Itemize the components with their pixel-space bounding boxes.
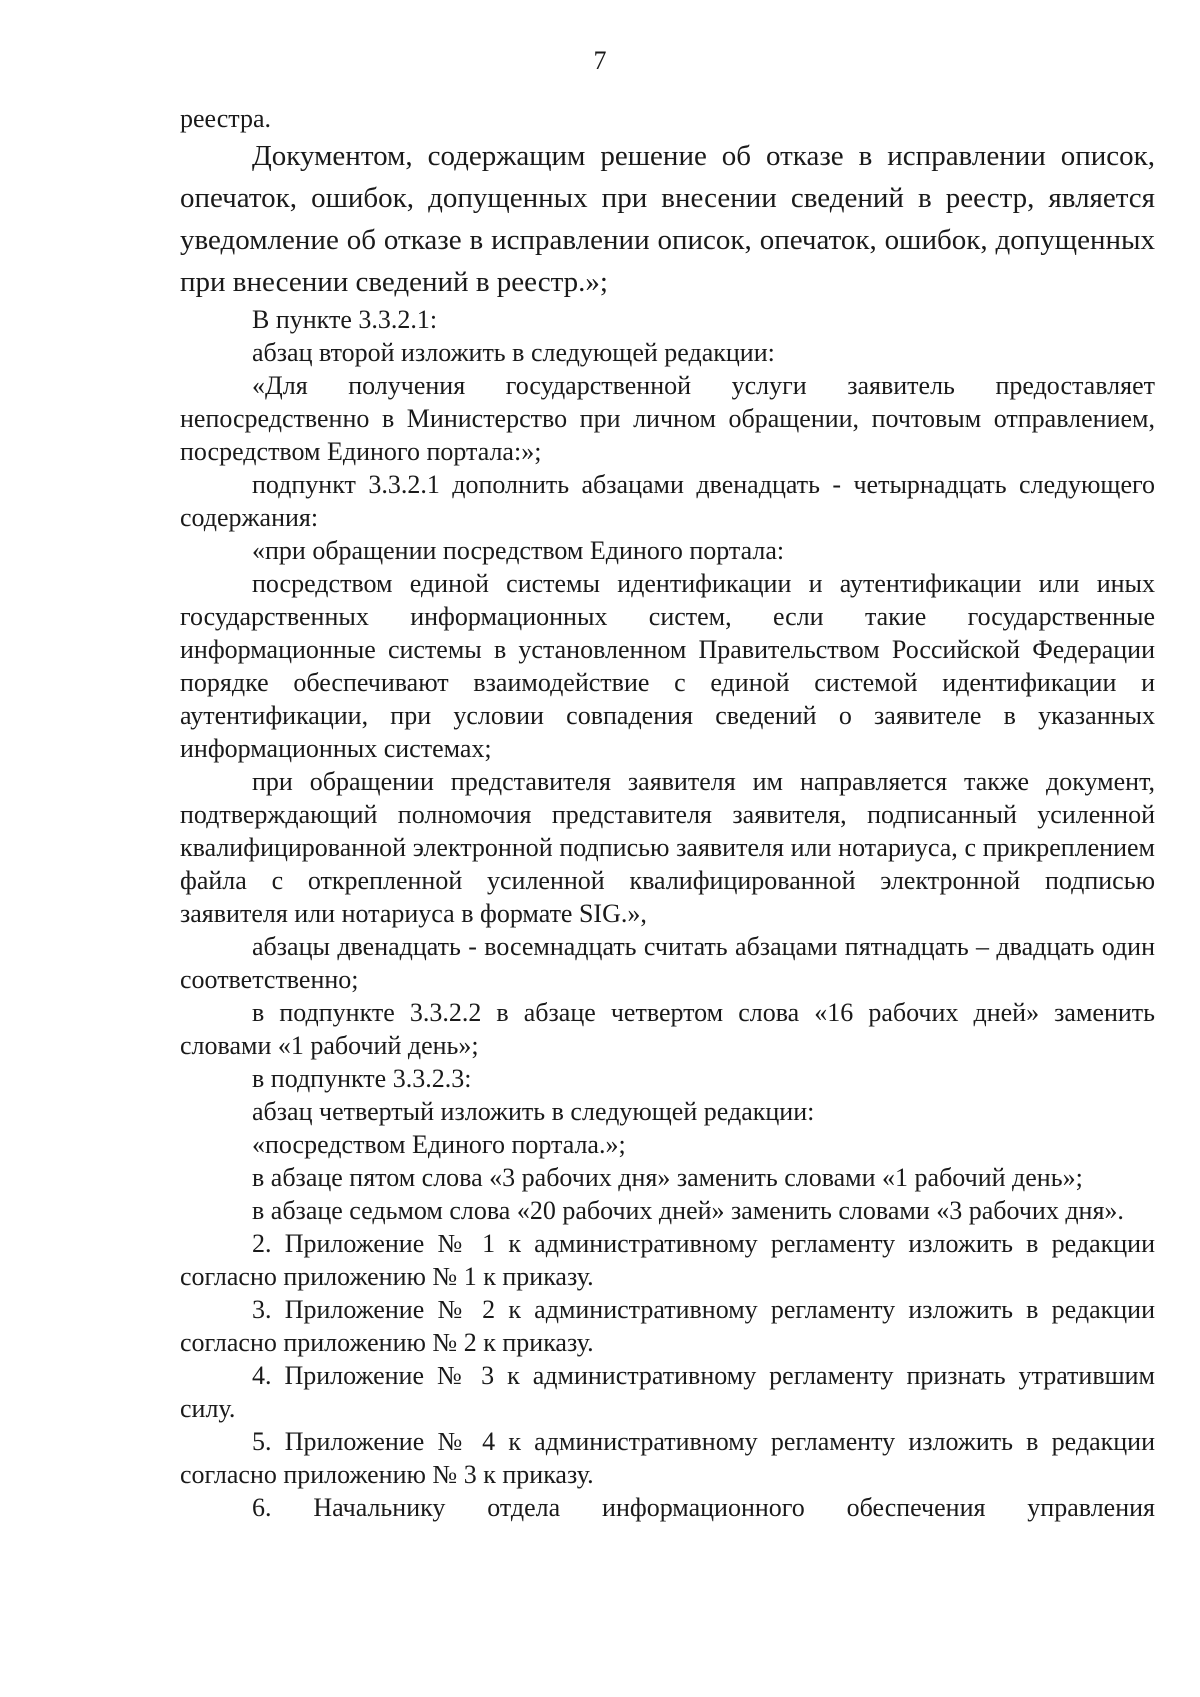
paragraph: 5. Приложение № 4 к административному регламенту изложить в редакции согласно приложению № 3 к приказу. <box>180 1427 1155 1489</box>
paragraph: 3. Приложение № 2 к административному регламенту изложить в редакции согласно приложению № 2 к приказу. <box>180 1295 1155 1357</box>
paragraph: в подпункте 3.3.2.3: <box>252 1064 472 1093</box>
paragraph: абзац четвертый изложить в следующей редакции: <box>252 1097 815 1126</box>
paragraph: посредством единой системы идентификации и аутентификации или иных государственных информационных систем, если такие государственные информационные системы в установленном Правительством Российской Федерации порядке обеспечивают взаимодействие с единой системой идентификации и аутентификации, при условии совпадения сведений о заявителе в указанных информационных системах; <box>180 569 1155 763</box>
page-number: 7 <box>593 46 607 75</box>
document-body <box>180 102 1155 1524</box>
paragraph: в абзаце пятом слова «3 рабочих дня» заменить словами «1 рабочий день»; <box>252 1163 1083 1192</box>
paragraph: 6. Начальнику отдела информационного обеспечения управления <box>252 1493 1155 1522</box>
paragraph: при обращении представителя заявителя им направляется также документ, подтверждающий полномочия представителя заявителя, подписанный усиленной квалифицированной электронной подписью заявителя или нотариуса, с прикреплением файла с открепленной усиленной квалифицированной электронной подписью заявителя или нотариуса в формате SIG.», <box>180 767 1155 928</box>
paragraph: «Для получения государственной услуги заявитель предоставляет непосредственно в Министерство при личном обращении, почтовым отправлением, посредством Единого портала:»; <box>180 371 1155 466</box>
paragraph: подпункт 3.3.2.1 дополнить абзацами двенадцать - четырнадцать следующего содержания: <box>180 470 1155 532</box>
paragraph: Документом, содержащим решение об отказе в исправлении описок, опечаток, ошибок, допущенных при внесении сведений в реестр, является уведомление об отказе в исправлении описок, опечаток, ошибок, допущенных при внесении сведений в реестр.»; <box>180 140 1155 298</box>
paragraph: в абзаце седьмом слова «20 рабочих дней» заменить словами «3 рабочих дня». <box>252 1196 1124 1225</box>
paragraph: реестра. <box>180 104 271 133</box>
paragraph: В пункте 3.3.2.1: <box>252 305 438 334</box>
paragraph: абзацы двенадцать - восемнадцать считать абзацами пятнадцать – двадцать один соответственно; <box>180 932 1155 994</box>
paragraph: 2. Приложение № 1 к административному регламенту изложить в редакции согласно приложению № 1 к приказу. <box>180 1229 1155 1291</box>
paragraph: «при обращении посредством Единого портала: <box>252 536 785 565</box>
paragraph: 4. Приложение № 3 к административному регламенту признать утратившим силу. <box>180 1361 1155 1423</box>
paragraph: «посредством Единого портала.»; <box>252 1130 626 1159</box>
paragraph: в подпункте 3.3.2.2 в абзаце четвертом слова «16 рабочих дней» заменить словами «1 рабочий день»; <box>180 998 1155 1060</box>
paragraph: абзац второй изложить в следующей редакции: <box>252 338 775 367</box>
